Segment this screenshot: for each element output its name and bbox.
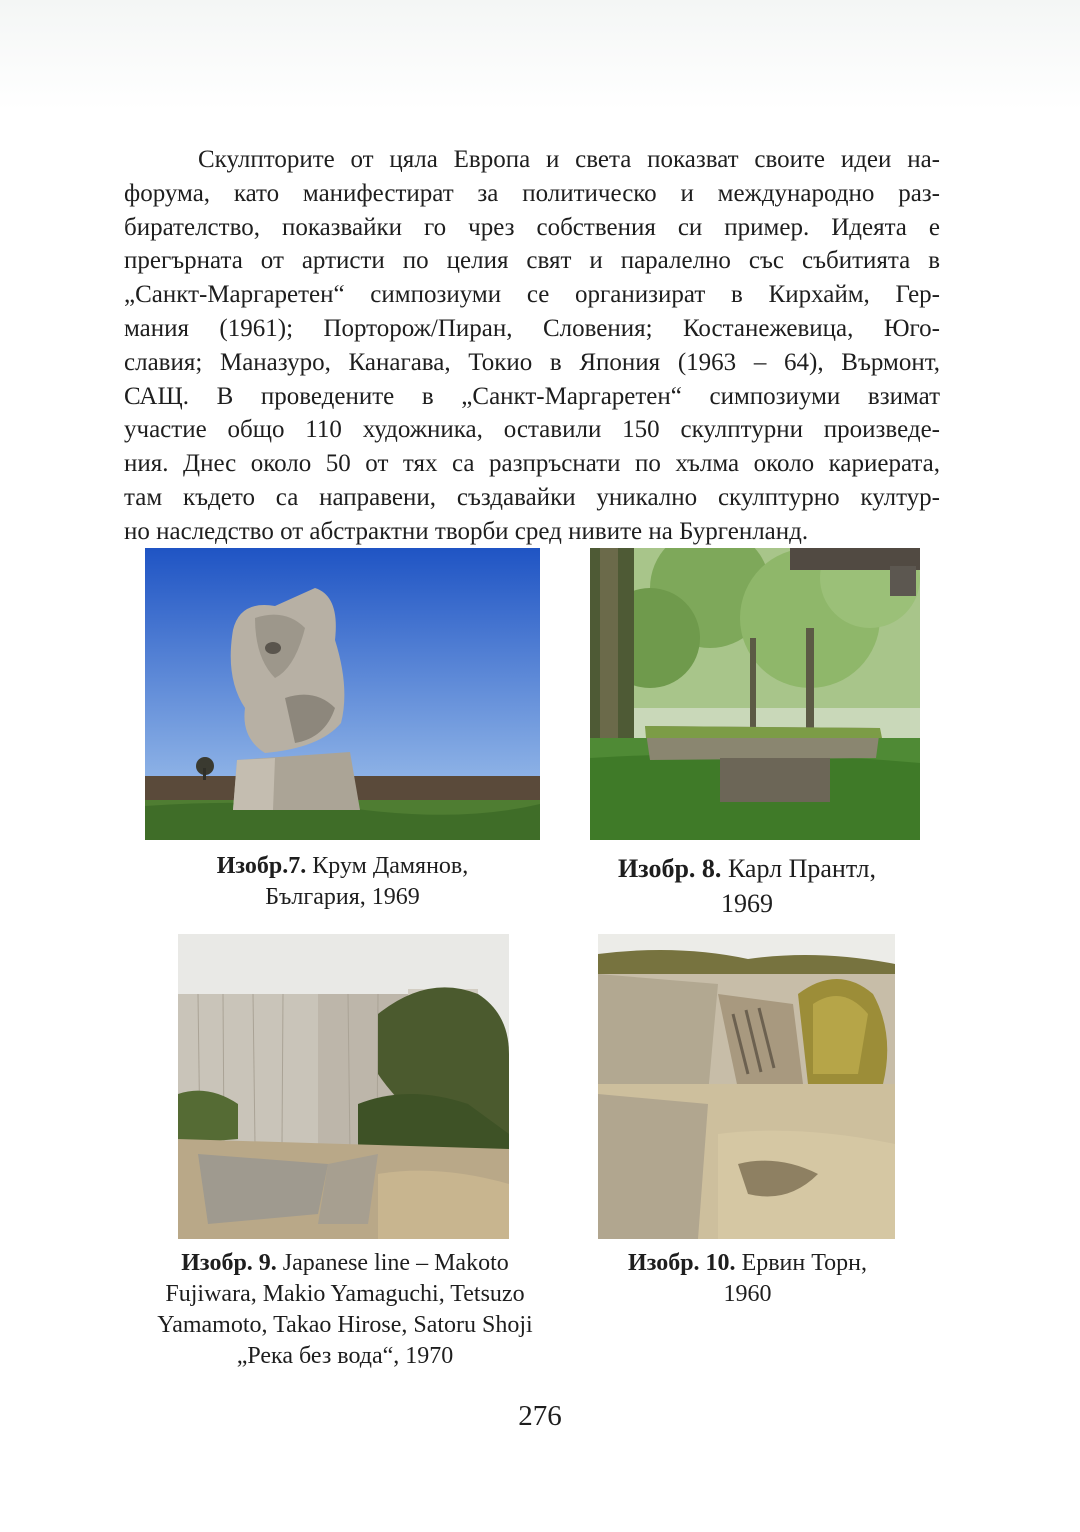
figure-8-caption-text: 1969 <box>721 889 773 918</box>
figure-9-caption-text: „Река без вода“, 1970 <box>236 1343 454 1369</box>
paragraph-line: форума, като манифестират за политическо и международно раз- <box>124 179 940 207</box>
paragraph-line: прегърната от артисти по целия свят и паралелно със събитията в <box>124 247 940 275</box>
figure-10-caption-text: Ервин Торн, <box>735 1250 867 1276</box>
figure-8-caption-text: Карл Прантл, <box>721 854 877 883</box>
figure-9-caption-text: Japanese line – Makoto <box>276 1250 509 1276</box>
figure-9-caption-text: Fujiwara, Makio Yamaguchi, Tetsuzo <box>165 1281 525 1307</box>
figure-9-photo <box>178 934 509 1239</box>
figure-7-photo <box>145 548 540 840</box>
paragraph-line: бирателство, показвайки го чрез собствения си пример. Идеята е <box>124 213 940 241</box>
paragraph-line: САЩ. В проведените в „Санкт-Маргаретен“ симпозиуми взимат <box>124 382 940 410</box>
figure-7-label: Изобр.7. <box>216 853 307 879</box>
figure-9-caption-text: Yamamoto, Takao Hirose, Satoru Shoji <box>157 1312 533 1338</box>
paragraph-line: но наследство от абстрактни творби сред нивите на Бургенланд. <box>124 517 809 545</box>
figure-8-caption <box>574 851 920 921</box>
figure-9-caption <box>120 1248 570 1372</box>
figure-7-caption-text: България, 1969 <box>265 884 420 910</box>
body-paragraph <box>124 143 940 549</box>
figure-7-caption <box>145 851 540 913</box>
figure-10-label: Изобр. 10. <box>628 1250 736 1276</box>
page-number: 276 <box>518 1400 562 1432</box>
paragraph-line: славия; Маназуро, Канагава, Токио в Япония (1963 – 64), Върмонт, <box>124 348 940 376</box>
paragraph-line: „Санкт-Маргаретен“ симпозиуми се организират в Кирхайм, Гер- <box>124 281 940 309</box>
figure-10-caption <box>590 1248 905 1310</box>
paragraph-line: ния. Днес около 50 от тях са разпръснати по хълма около кариерата, <box>124 450 940 478</box>
figure-10-photo <box>598 934 895 1239</box>
paragraph-line: Скулпторите от цяла Европа и света показват своите идеи на- <box>198 146 940 173</box>
paragraph-line: участие общо 110 художника, оставили 150 скулптурни произведе- <box>124 416 940 444</box>
figure-8-label: Изобр. 8. <box>617 854 722 883</box>
page-header-band <box>0 0 1080 110</box>
figure-10-caption-text: 1960 <box>723 1281 772 1307</box>
figure-8-photo <box>590 548 920 840</box>
figure-9-label: Изобр. 9. <box>181 1250 277 1276</box>
paragraph-line: мания (1961); Порторож/Пиран, Словения; Костанежевица, Юго- <box>124 314 940 342</box>
paragraph-line: там където са направени, създавайки уникално скулптурно култур- <box>124 483 940 511</box>
figure-7-caption-text: Крум Дамянов, <box>306 853 469 879</box>
